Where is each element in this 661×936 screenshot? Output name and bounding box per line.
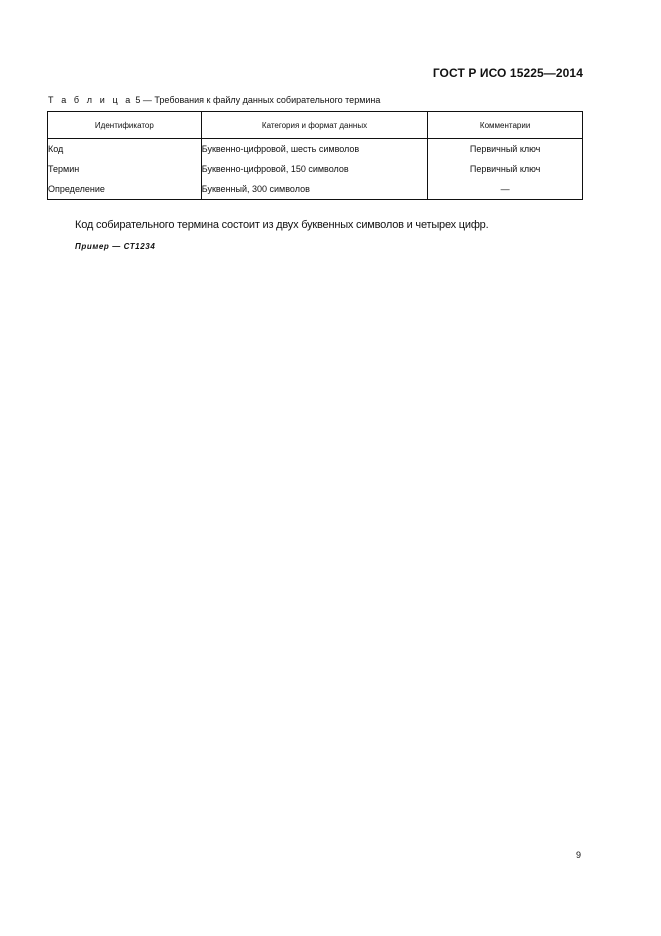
example-note: Пример — СТ1234 bbox=[75, 242, 156, 251]
table-caption-label: Т а б л и ц а bbox=[48, 95, 133, 105]
cell-format: Буквенно-цифровой, шесть символов bbox=[201, 139, 428, 160]
body-paragraph: Код собирательного термина состоит из двух буквенных символов и четырех цифр. bbox=[75, 219, 489, 231]
cell-identifier: Код bbox=[48, 139, 202, 160]
table-caption bbox=[48, 95, 380, 105]
cell-identifier: Определение bbox=[48, 179, 202, 200]
cell-comment: Первичный ключ bbox=[428, 139, 583, 160]
cell-comment: — bbox=[428, 179, 583, 200]
page-number: 9 bbox=[576, 850, 582, 860]
requirements-table bbox=[47, 111, 583, 200]
cell-comment: Первичный ключ bbox=[428, 159, 583, 179]
column-header-comments: Комментарии bbox=[428, 112, 583, 139]
cell-format: Буквенный, 300 символов bbox=[201, 179, 428, 200]
table-row bbox=[48, 179, 583, 200]
table-caption-title: 5 — Требования к файлу данных собирательного термина bbox=[132, 95, 381, 105]
cell-identifier: Термин bbox=[48, 159, 202, 179]
table-header-row bbox=[48, 112, 583, 139]
cell-format: Буквенно-цифровой, 150 символов bbox=[201, 159, 428, 179]
document-header: ГОСТ Р ИСО 15225—2014 bbox=[432, 66, 583, 80]
column-header-format: Категория и формат данных bbox=[201, 112, 428, 139]
table-row bbox=[48, 159, 583, 179]
column-header-identifier: Идентификатор bbox=[48, 112, 202, 139]
table-row bbox=[48, 139, 583, 160]
